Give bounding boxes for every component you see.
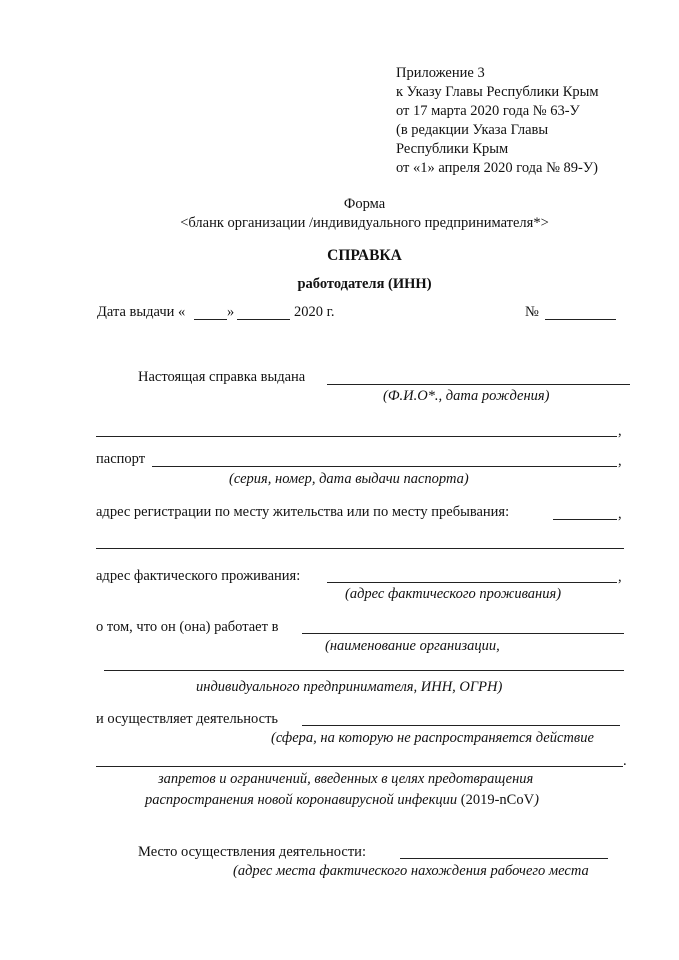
works-at-blank[interactable]: [302, 633, 624, 634]
appendix-line-3: от 17 марта 2020 года № 63-У: [396, 103, 580, 119]
place-hint: (адрес места фактического нахождения рабочего места: [233, 863, 589, 879]
activity-blank[interactable]: [302, 725, 620, 726]
activity-hint-3-close: ): [534, 792, 539, 808]
activity-hint-3-code: (2019-nCoV: [460, 792, 535, 808]
works-at-continuation-blank[interactable]: [104, 670, 624, 671]
issued-to-hint: (Ф.И.О*., дата рождения): [383, 388, 550, 404]
works-at-label: о том, что он (она) работает в: [96, 619, 279, 635]
activity-label: и осуществляет деятельность: [96, 711, 279, 727]
activity-hint-2: запретов и ограничений, введенных в целях предотвращения: [158, 771, 534, 787]
issued-to-continuation-blank[interactable]: [96, 436, 617, 437]
issue-year-label: 2020 г.: [294, 304, 335, 320]
issue-date-label: Дата выдачи «: [97, 304, 186, 320]
comma-1: ,: [618, 423, 622, 439]
actual-address-label: адрес фактического проживания:: [96, 568, 301, 584]
number-blank[interactable]: [545, 319, 616, 320]
blank-label: <бланк организации /индивидуального предпринимателя*>: [180, 215, 549, 231]
actual-address-blank[interactable]: [327, 582, 617, 583]
activity-hint-1: (сфера, на которую не распространяется действие: [271, 730, 594, 746]
issued-to-blank[interactable]: [327, 384, 630, 385]
comma-2: ,: [618, 453, 622, 469]
passport-label: паспорт: [96, 451, 146, 467]
number-label: №: [525, 304, 539, 320]
appendix-line-6: от «1» апреля 2020 года № 89-У): [396, 160, 598, 176]
comma-3: ,: [618, 506, 622, 522]
registration-label: адрес регистрации по месту жительства или по месту пребывания:: [96, 504, 510, 520]
appendix-line-2: к Указу Главы Республики Крым: [396, 84, 599, 100]
appendix-line-5: Республики Крым: [396, 141, 509, 157]
actual-address-hint: (адрес фактического проживания): [345, 586, 562, 602]
activity-hint-3-text: распространения новой коронавирусной инфекции: [145, 792, 458, 808]
place-label: Место осуществления деятельности:: [138, 844, 366, 860]
activity-hint-3: [145, 791, 539, 809]
issue-month-blank[interactable]: [237, 319, 290, 320]
document-subtitle: работодателя (ИНН): [297, 276, 432, 292]
issue-date-mid: »: [227, 304, 235, 320]
period-mark: .: [623, 753, 627, 769]
passport-blank[interactable]: [152, 466, 617, 467]
issued-to-label: Настоящая справка выдана: [138, 369, 306, 385]
comma-4: ,: [618, 569, 622, 585]
document-title: СПРАВКА: [327, 247, 402, 264]
form-label: Форма: [343, 196, 386, 212]
works-at-hint-1: (наименование организации,: [325, 638, 500, 654]
place-blank[interactable]: [400, 858, 608, 859]
appendix-line-1: Приложение 3: [396, 65, 485, 81]
appendix-line-4: (в редакции Указа Главы: [396, 122, 549, 138]
registration-continuation-blank[interactable]: [96, 548, 624, 549]
issue-day-blank[interactable]: [194, 319, 227, 320]
activity-continuation-blank[interactable]: [96, 766, 623, 767]
passport-hint: (серия, номер, дата выдачи паспорта): [229, 471, 469, 487]
works-at-hint-2: индивидуального предпринимателя, ИНН, ОГРН): [196, 679, 503, 695]
registration-blank[interactable]: [553, 519, 617, 520]
